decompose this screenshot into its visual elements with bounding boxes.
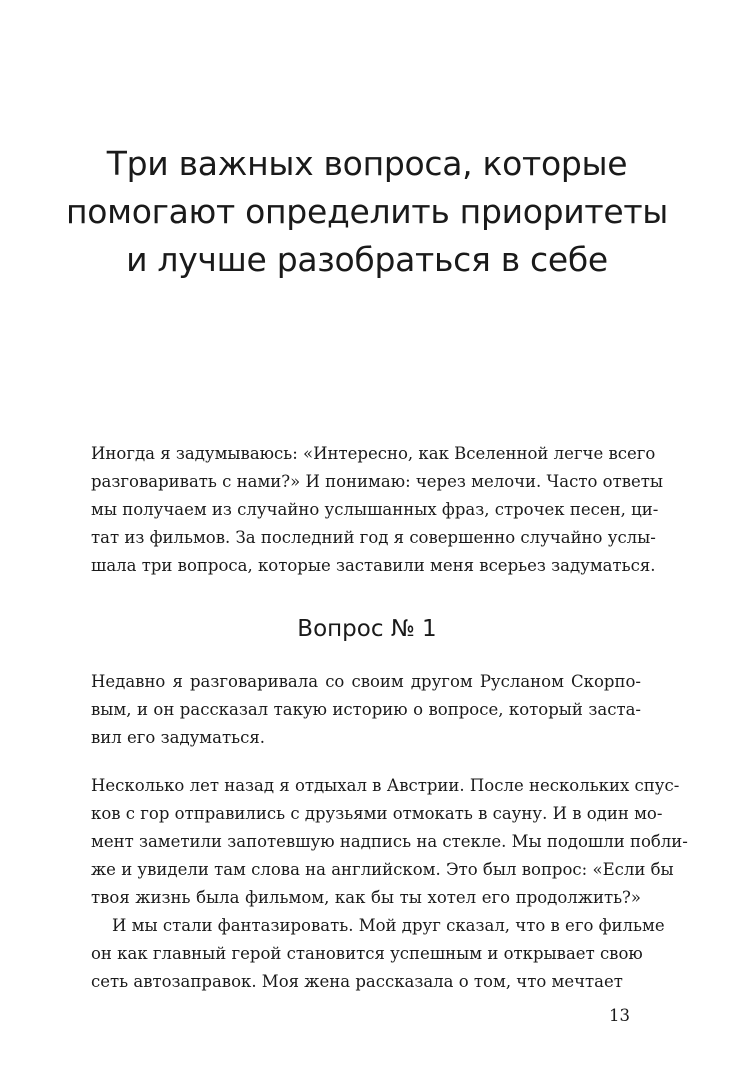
text-line: сеть автозаправок. Моя жена рассказала о том, что мечтает bbox=[91, 972, 623, 991]
text-line: он как главный герой становится успешным и открывает свою bbox=[91, 944, 643, 963]
text-line: вил его задуматься. bbox=[91, 728, 265, 747]
section-heading: Вопрос № 1 bbox=[297, 616, 437, 642]
text-line: же и увидели там слова на английском. Это был вопрос: «Если бы bbox=[91, 860, 674, 879]
text-line: ков с гор отправились с друзьями отмокать в сауну. И в один мо- bbox=[91, 804, 663, 823]
text-line: Недавно я разговаривала со своим другом Русланом Скорпо- bbox=[91, 672, 641, 691]
text-line: шала три вопроса, которые заставили меня всерьез задуматься. bbox=[91, 556, 656, 575]
text-line: вым, и он рассказал такую историю о вопросе, который заста- bbox=[91, 700, 641, 719]
text-line: Несколько лет назад я отдыхал в Австрии. После нескольких спус- bbox=[91, 776, 680, 795]
text-line: Иногда я задумываюсь: «Интересно, как Вселенной легче всего bbox=[91, 444, 656, 463]
text-line: И мы стали фантазировать. Мой друг сказал, что в его фильме bbox=[112, 916, 665, 935]
chapter-title-line: Три важных вопроса, которые bbox=[106, 144, 628, 183]
chapter-title-line: и лучше разобраться в себе bbox=[126, 240, 608, 279]
chapter-title-line: помогают определить приоритеты bbox=[65, 192, 669, 231]
text-line: твоя жизнь была фильмом, как бы ты хотел его продолжить?» bbox=[91, 888, 641, 907]
text-line: мы получаем из случайно услышанных фраз, строчек песен, ци- bbox=[91, 500, 659, 519]
text-line: тат из фильмов. За последний год я совершенно случайно услы- bbox=[91, 528, 656, 547]
chapter-title bbox=[0, 140, 734, 284]
text-line: разговаривать с нами?» И понимаю: через мелочи. Часто ответы bbox=[91, 472, 664, 491]
text-line: мент заметили запотевшую надпись на стекле. Мы подошли побли- bbox=[91, 832, 688, 851]
page-number: 13 bbox=[609, 1006, 630, 1025]
